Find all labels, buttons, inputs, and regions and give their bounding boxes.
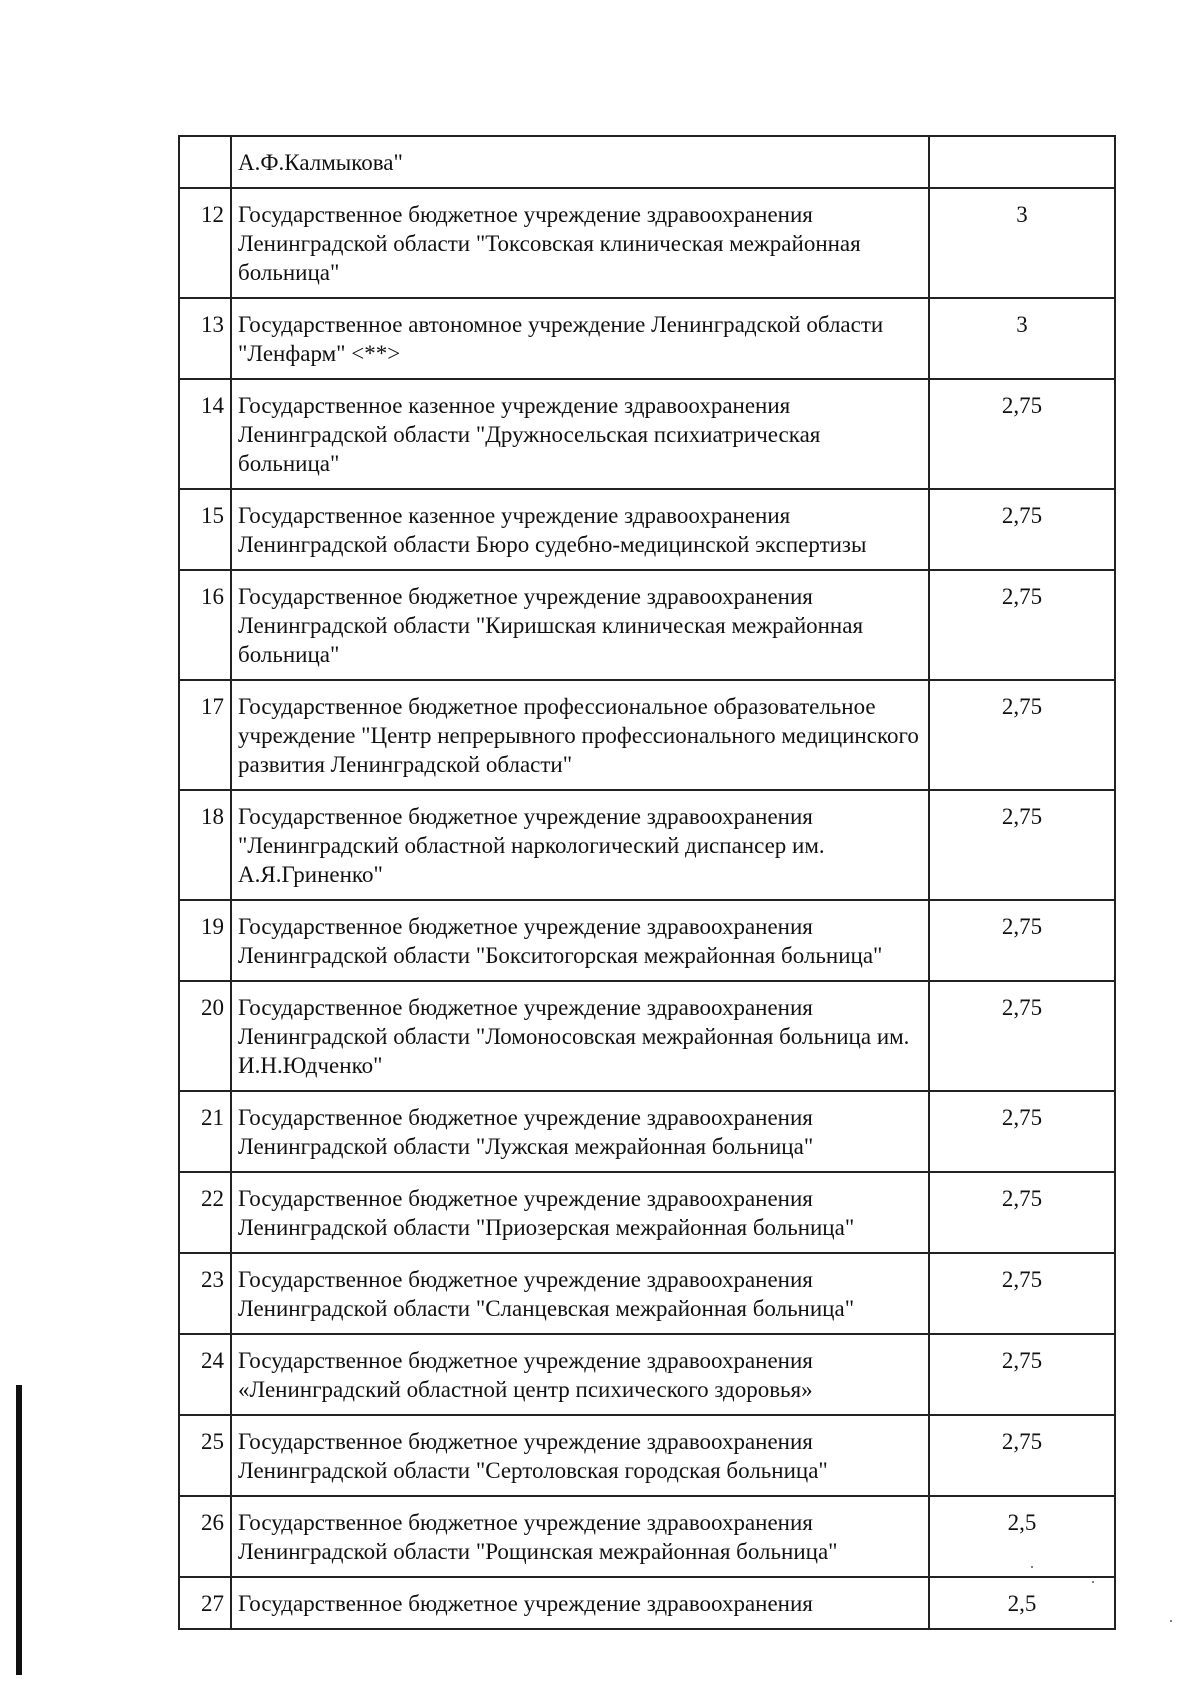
table-row [179, 1334, 1115, 1415]
row-number: 15 [179, 489, 231, 570]
table-row [179, 1415, 1115, 1496]
row-number: 23 [179, 1253, 231, 1334]
institution-name: Государственное казенное учреждение здравоохранения Ленинградской области "Дружносельская психиатрическая больница" [231, 379, 929, 489]
coefficient-value: 3 [929, 298, 1115, 379]
table-row [179, 489, 1115, 570]
institution-name: Государственное бюджетное профессиональное образовательное учреждение "Центр непрерывного профессионального медицинского развития Ленинградской области" [231, 680, 929, 790]
scan-edge-mark [16, 1385, 22, 1675]
table-row [179, 1496, 1115, 1577]
row-number: 13 [179, 298, 231, 379]
coefficient-value: 2,75 [929, 1091, 1115, 1172]
row-number: 19 [179, 900, 231, 981]
institution-name: Государственное бюджетное учреждение здравоохранения Ленинградской области "Токсовская клиническая межрайонная больница" [231, 188, 929, 298]
table-row [179, 298, 1115, 379]
row-number [179, 136, 231, 188]
table-row [179, 900, 1115, 981]
table-row [179, 1172, 1115, 1253]
institution-name: Государственное бюджетное учреждение здравоохранения Ленинградской области "Рощинская межрайонная больница" [231, 1496, 929, 1577]
institution-name: Государственное бюджетное учреждение здравоохранения Ленинградской области "Лужская межрайонная больница" [231, 1091, 929, 1172]
coefficient-value: 2,75 [929, 570, 1115, 680]
coefficient-value [929, 136, 1115, 188]
institution-name: Государственное бюджетное учреждение здравоохранения Ленинградской области "Приозерская межрайонная больница" [231, 1172, 929, 1253]
scan-speck [1031, 1566, 1033, 1568]
institution-name: Государственное бюджетное учреждение здравоохранения "Ленинградский областной наркологический диспансер им. А.Я.Гриненко" [231, 790, 929, 900]
row-number: 25 [179, 1415, 231, 1496]
institution-name: Государственное бюджетное учреждение здравоохранения Ленинградской области "Сертоловская городская больница" [231, 1415, 929, 1496]
table-row [179, 790, 1115, 900]
coefficient-value: 2,75 [929, 680, 1115, 790]
row-number: 17 [179, 680, 231, 790]
institution-name: Государственное бюджетное учреждение здравоохранения Ленинградской области "Киришская клиническая межрайонная больница" [231, 570, 929, 680]
table-row [179, 188, 1115, 298]
scan-speck [1170, 1620, 1172, 1622]
institution-name: Государственное казенное учреждение здравоохранения Ленинградской области Бюро судебно-медицинской экспертизы [231, 489, 929, 570]
row-number: 12 [179, 188, 231, 298]
institution-name: Государственное бюджетное учреждение здравоохранения «Ленинградский областной центр психического здоровья» [231, 1334, 929, 1415]
coefficient-value: 2,75 [929, 379, 1115, 489]
institution-name: Государственное бюджетное учреждение здравоохранения [231, 1577, 929, 1629]
coefficient-value: 2,75 [929, 1334, 1115, 1415]
row-number: 14 [179, 379, 231, 489]
row-number: 16 [179, 570, 231, 680]
institution-name: А.Ф.Калмыкова" [231, 136, 929, 188]
row-number: 26 [179, 1496, 231, 1577]
row-number: 18 [179, 790, 231, 900]
table-row [179, 981, 1115, 1091]
coefficient-value: 2,75 [929, 981, 1115, 1091]
institution-name: Государственное автономное учреждение Ленинградской области "Ленфарм" <**> [231, 298, 929, 379]
coefficient-value: 2,75 [929, 489, 1115, 570]
coefficient-value: 2,75 [929, 790, 1115, 900]
table-row [179, 1091, 1115, 1172]
table-row [179, 1577, 1115, 1629]
coefficient-value: 2,75 [929, 900, 1115, 981]
institution-name: Государственное бюджетное учреждение здравоохранения Ленинградской области "Сланцевская межрайонная больница" [231, 1253, 929, 1334]
institution-name: Государственное бюджетное учреждение здравоохранения Ленинградской области "Ломоносовская межрайонная больница им. И.Н.Юдченко" [231, 981, 929, 1091]
row-number: 20 [179, 981, 231, 1091]
institution-name: Государственное бюджетное учреждение здравоохранения Ленинградской области "Бокситогорская межрайонная больница" [231, 900, 929, 981]
table-row [179, 379, 1115, 489]
coefficient-value: 3 [929, 188, 1115, 298]
scan-speck [1092, 1581, 1094, 1583]
coefficient-value: 2,75 [929, 1253, 1115, 1334]
row-number: 22 [179, 1172, 231, 1253]
row-number: 24 [179, 1334, 231, 1415]
table-row [179, 136, 1115, 188]
coefficient-value: 2,75 [929, 1415, 1115, 1496]
coefficient-value: 2,5 [929, 1577, 1115, 1629]
row-number: 27 [179, 1577, 231, 1629]
table-row [179, 570, 1115, 680]
table-row [179, 1253, 1115, 1334]
table-row [179, 680, 1115, 790]
row-number: 21 [179, 1091, 231, 1172]
institutions-table [178, 135, 1116, 1630]
coefficient-value: 2,75 [929, 1172, 1115, 1253]
coefficient-value: 2,5 [929, 1496, 1115, 1577]
